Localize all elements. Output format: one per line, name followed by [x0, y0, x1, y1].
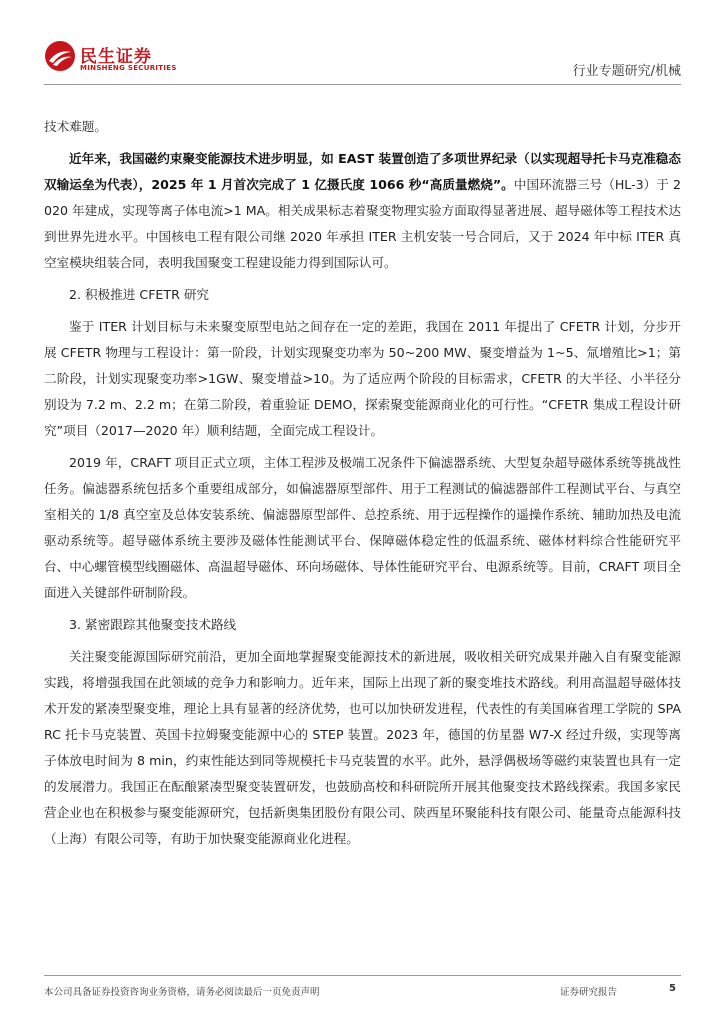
paragraph-magnetic-confinement	[44, 146, 681, 276]
paragraph-highlight: 近年来，我国磁约束聚变能源技术进步明显，如 EAST 装置创造了多项世界纪录（以实现超导托卡马克准稳态双输运垒为代表），2025 年 1 月首次完成了 1 亿摄氏度 1066 秒“高质量燃烧”。	[44, 151, 681, 192]
report-category: 行业专题研究/机械	[572, 64, 681, 79]
paragraph-text: 中国环流器三号（HL-3）于 2020 年建成，实现等离子体电流>1 MA。相关成果标志着聚变物理实验方面取得显著进展、超导磁体等工程技术达到世界先进水平。中国核电工程有限公司继 2020 年承担 ITER 主机安装一号合同后，又于 2024 年中标 ITER 真空室模块组装合同，表明我国聚变工程建设能力得到国际认可。	[44, 177, 681, 270]
section-heading-cfetr: 2. 积极推进 CFETR 研究	[69, 287, 210, 302]
report-body	[44, 114, 681, 858]
paragraph-other-routes: 关注聚变能源国际研究前沿，更加全面地掌握聚变能源技术的新进展，吸收相关研究成果并融入自有聚变能源实践，将增强我国在此领域的竞争力和影响力。近年来，国际上出现了新的聚变堆技术路线。利用高温超导磁体技术开发的紧凑型聚变堆，理论上具有显著的经济优势，也可以加快研发进程，代表性的有美国麻省理工学院的 SPARC 托卡马克装置、英国卡拉姆聚变能源中心的 STEP 装置。2023 年，德国的仿星器 W7-X 经过升级，实现等离子体放电时间为 8 min，约束性能达到同等规模托卡马克装置的水平。此外，悬浮偶极场等磁约束装置也具有一定的发展潜力。我国正在酝酿紧凑型聚变装置研发，也鼓励高校和科研院所开展其他聚变技术路线探索。我国多家民营企业也在积极参与聚变能源研究，包括新奥集团股份有限公司、陕西星环聚能科技有限公司、能量奇点能源科技（上海）有限公司等，有助于加快聚变能源商业化进程。	[44, 649, 681, 846]
page-number: 5	[669, 983, 676, 994]
header-divider	[44, 84, 681, 85]
company-logo	[44, 40, 184, 80]
section-heading-other-routes: 3. 紧密跟踪其他聚变技术路线	[69, 617, 237, 632]
paragraph-craft: 2019 年，CRAFT 项目正式立项，主体工程涉及极端工况条件下偏滤器系统、大型复杂超导磁体系统等挑战性任务。偏滤器系统包括多个重要组成部分，如偏滤器原型部件、用于工程测试的偏滤器部件工程测试平台、与真空室相关的 1/8 真空室及总体安装系统、偏滤器原型部件、总控系统、用于远程操作的遥操作系统、辅助加热及电流驱动系统等。超导磁体系统主要涉及磁体性能测试平台、保障磁体稳定性的低温系统、磁体材料综合性能研究平台、中心螺管模型线圈磁体、高温超导磁体、环向场磁体、导体性能研究平台、电源系统等。目前，CRAFT 项目全面进入关键部件研制阶段。	[44, 455, 681, 600]
minsheng-logo-icon	[44, 40, 76, 72]
page-header	[0, 0, 724, 88]
logo-text-en: MINSHENG SECURITIES	[80, 64, 177, 72]
logo-text-cn: 民生证券	[80, 47, 152, 67]
footer-divider	[44, 975, 681, 976]
paragraph-continuation: 技术难题。	[44, 119, 107, 134]
paragraph-cfetr: 鉴于 ITER 计划目标与未来聚变原型电站之间存在一定的差距，我国在 2011 年提出了 CFETR 计划，分步开展 CFETR 物理与工程设计：第一阶段，计划实现聚变功率为 50~200 MW、聚变增益为 1~5、氚增殖比>1；第二阶段，计划实现聚变功率>1GW、聚变增益>10。为了适应两个阶段的目标需求，CFETR 的大半径、小半径分别设为 7.2 m、2.2 m；在第二阶段，着重验证 DEMO，探索聚变能源商业化的可行性。“CFETR 集成工程设计研究”项目（2017—2020 年）顺利结题，全面完成工程设计。	[44, 319, 681, 438]
footer-disclaimer: 本公司具备证券投资咨询业务资格，请务必阅读最后一页免责声明	[44, 987, 320, 998]
footer-report-type: 证券研究报告	[560, 987, 618, 998]
